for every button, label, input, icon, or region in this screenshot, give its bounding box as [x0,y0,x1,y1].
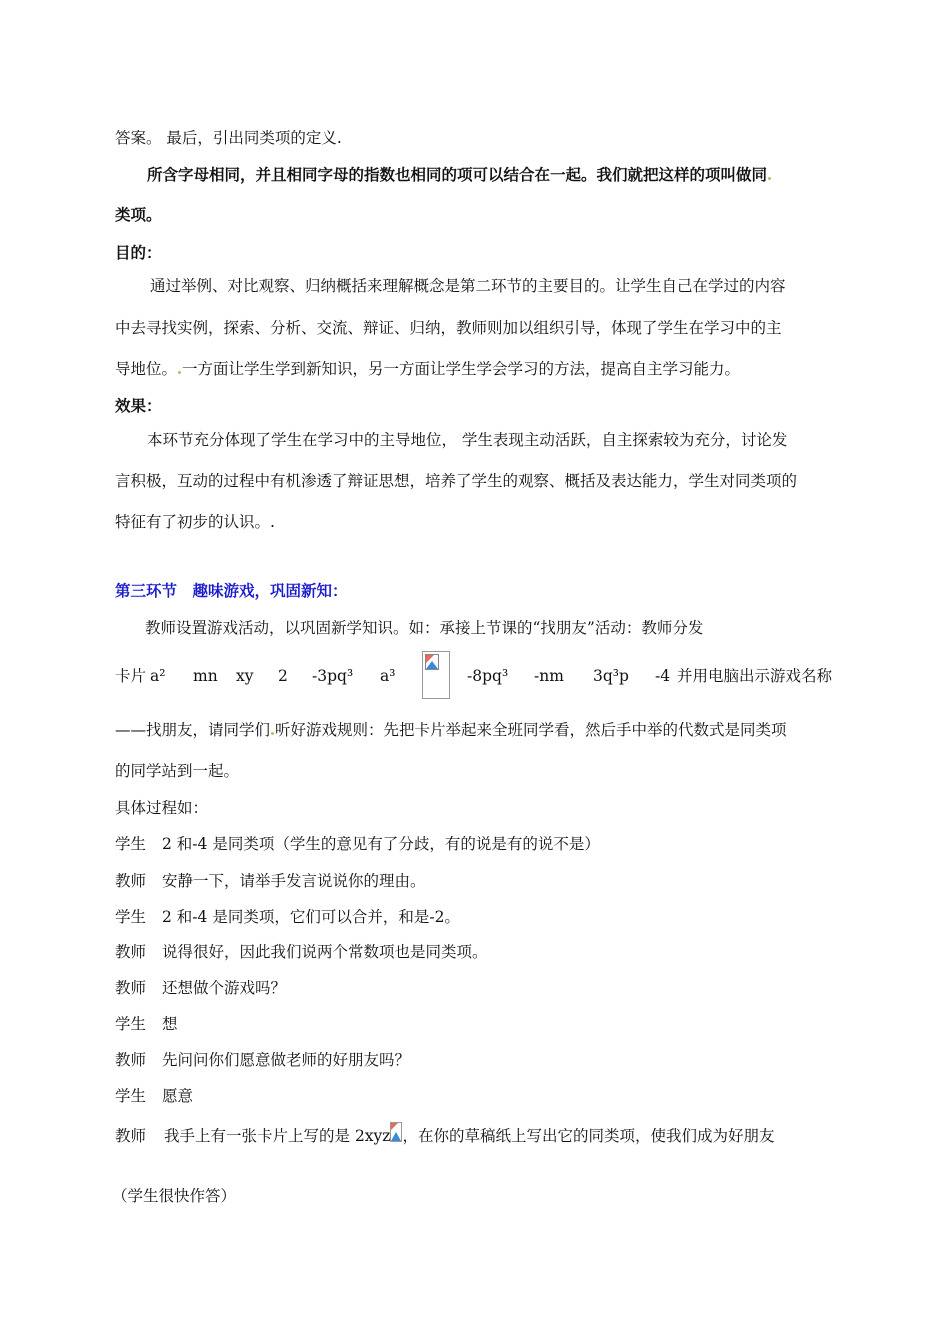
card-term: -nm [534,667,564,685]
dialogue-text: 想 [162,1015,178,1033]
marker-dot [768,177,771,180]
text-segment: 一方面让学生学到新知识，另一方面让学生学会学习的方法，提高自主学习能力。 [182,360,741,378]
dialogue-row [115,834,600,854]
text-segment: 导地位。 [115,360,178,378]
dialogue-text: 先问问你们愿意做老师的好朋友吗？ [162,1051,411,1069]
paragraph-line: 言积极，互动的过程中有机渗透了辩证思想，培养了学生的观察、概括及表达能力，学生对同类项的 [115,472,798,490]
image-placeholder-icon [425,654,439,670]
dialogue-text: 说得很好，因此我们说两个常数项也是同类项。 [162,943,488,961]
paragraph-line: 本环节充分体现了学生在学习中的主导地位， 学生表现主动活跃，自主探索较为充分，讨论发 [147,431,788,449]
dialogue-text: 还想做个游戏吗？ [162,979,287,997]
card-term: 2 [278,667,288,685]
paragraph-line: 的同学站到一起。 [115,762,240,780]
text-segment: 听好游戏规则：先把卡片举起来全班同学看，然后手中举的代数式是同类项 [275,721,787,739]
marker-dot [178,371,181,374]
dialogue-speaker: 学生 [115,908,147,926]
paragraph-line [115,720,787,740]
dialogue-text: 安静一下，请举手发言说说你的理由。 [162,872,426,890]
card-term: xy [236,667,254,685]
broken-image-icon [422,651,450,699]
dialogue-speaker: 教师 [115,872,147,890]
dialogue-speaker: 教师 [115,1127,147,1145]
paragraph-line [115,359,740,379]
dialogue-speaker: 学生 [115,1087,147,1105]
dialogue-speaker: 教师 [115,979,147,997]
paragraph-line: 答案。 最后，引出同类项的定义. [115,129,342,147]
paragraph-line: 通过举例、对比观察、归纳概括来理解概念是第二环节的主要目的。让学生自己在学过的内容 [150,277,786,295]
cards-tail: 并用电脑出示游戏名称 [677,667,833,685]
paragraph-line: 教师设置游戏活动，以巩固新学知识。如：承接上节课的“找朋友”活动：教师分发 [145,619,704,637]
dialogue-row [115,942,488,962]
text-segment: ——找朋友，请同学们 [115,721,271,739]
dialogue-text: 2 和-4 是同类项，它们可以合并，和是-2。 [162,908,460,926]
definition-text: 所含字母相同，并且相同字母的指数也相同的项可以结合在一起。我们就把这样的项叫做同 [147,165,768,184]
dialogue-speaker: 教师 [115,943,147,961]
dialogue-text: 我手上有一张卡片上写的是 2xyz [164,1127,391,1145]
dialogue-row [115,1050,410,1070]
dialogue-row [115,871,426,891]
definition-line-end: 类项。 [115,205,162,224]
dialogue-row [115,1086,193,1106]
card-term: 3q³p [593,667,629,685]
dialogue-speaker: 学生 [115,835,147,853]
dialogue-text: ，在你的草稿纸上写出它的同类项，使我们成为好朋友 [402,1127,775,1145]
card-term: -8pq³ [467,667,509,685]
dialogue-row [115,1014,178,1034]
heading-effect: 效果： [115,396,162,415]
dialogue-row [115,978,286,998]
card-term: -3pq³ [312,667,354,685]
card-term: -4 [655,667,671,685]
card-term: a² [150,667,166,685]
dialogue-row [115,907,460,927]
marker-dot [271,732,274,735]
card-term: a³ [380,667,396,685]
dialogue-row [115,1126,775,1146]
paragraph-line: 特征有了初步的认识。. [115,513,275,531]
dialogue-text: 愿意 [162,1087,194,1105]
cards-line [115,666,855,690]
dialogue-speaker: 教师 [115,1051,147,1069]
paragraph-line: 具体过程如： [115,799,209,817]
cards-lead: 卡片 [115,667,147,685]
image-placeholder-icon [390,1122,402,1142]
dialogue-speaker: 学生 [115,1015,147,1033]
closing-note: （学生很快作答） [112,1187,237,1205]
definition-line [147,165,772,185]
broken-image-icon [390,1126,402,1146]
dialogue-text: 2 和-4 是同类项（学生的意见有了分歧，有的说是有的说不是） [162,835,600,853]
card-term: mn [193,667,218,685]
paragraph-line: 中去寻找实例，探索、分析、交流、辩证、归纳，教师则加以组织引导，体现了学生在学习中的主 [115,319,782,337]
section-heading: 第三环节 趣味游戏，巩固新知： [115,581,348,600]
heading-purpose: 目的： [115,243,162,262]
